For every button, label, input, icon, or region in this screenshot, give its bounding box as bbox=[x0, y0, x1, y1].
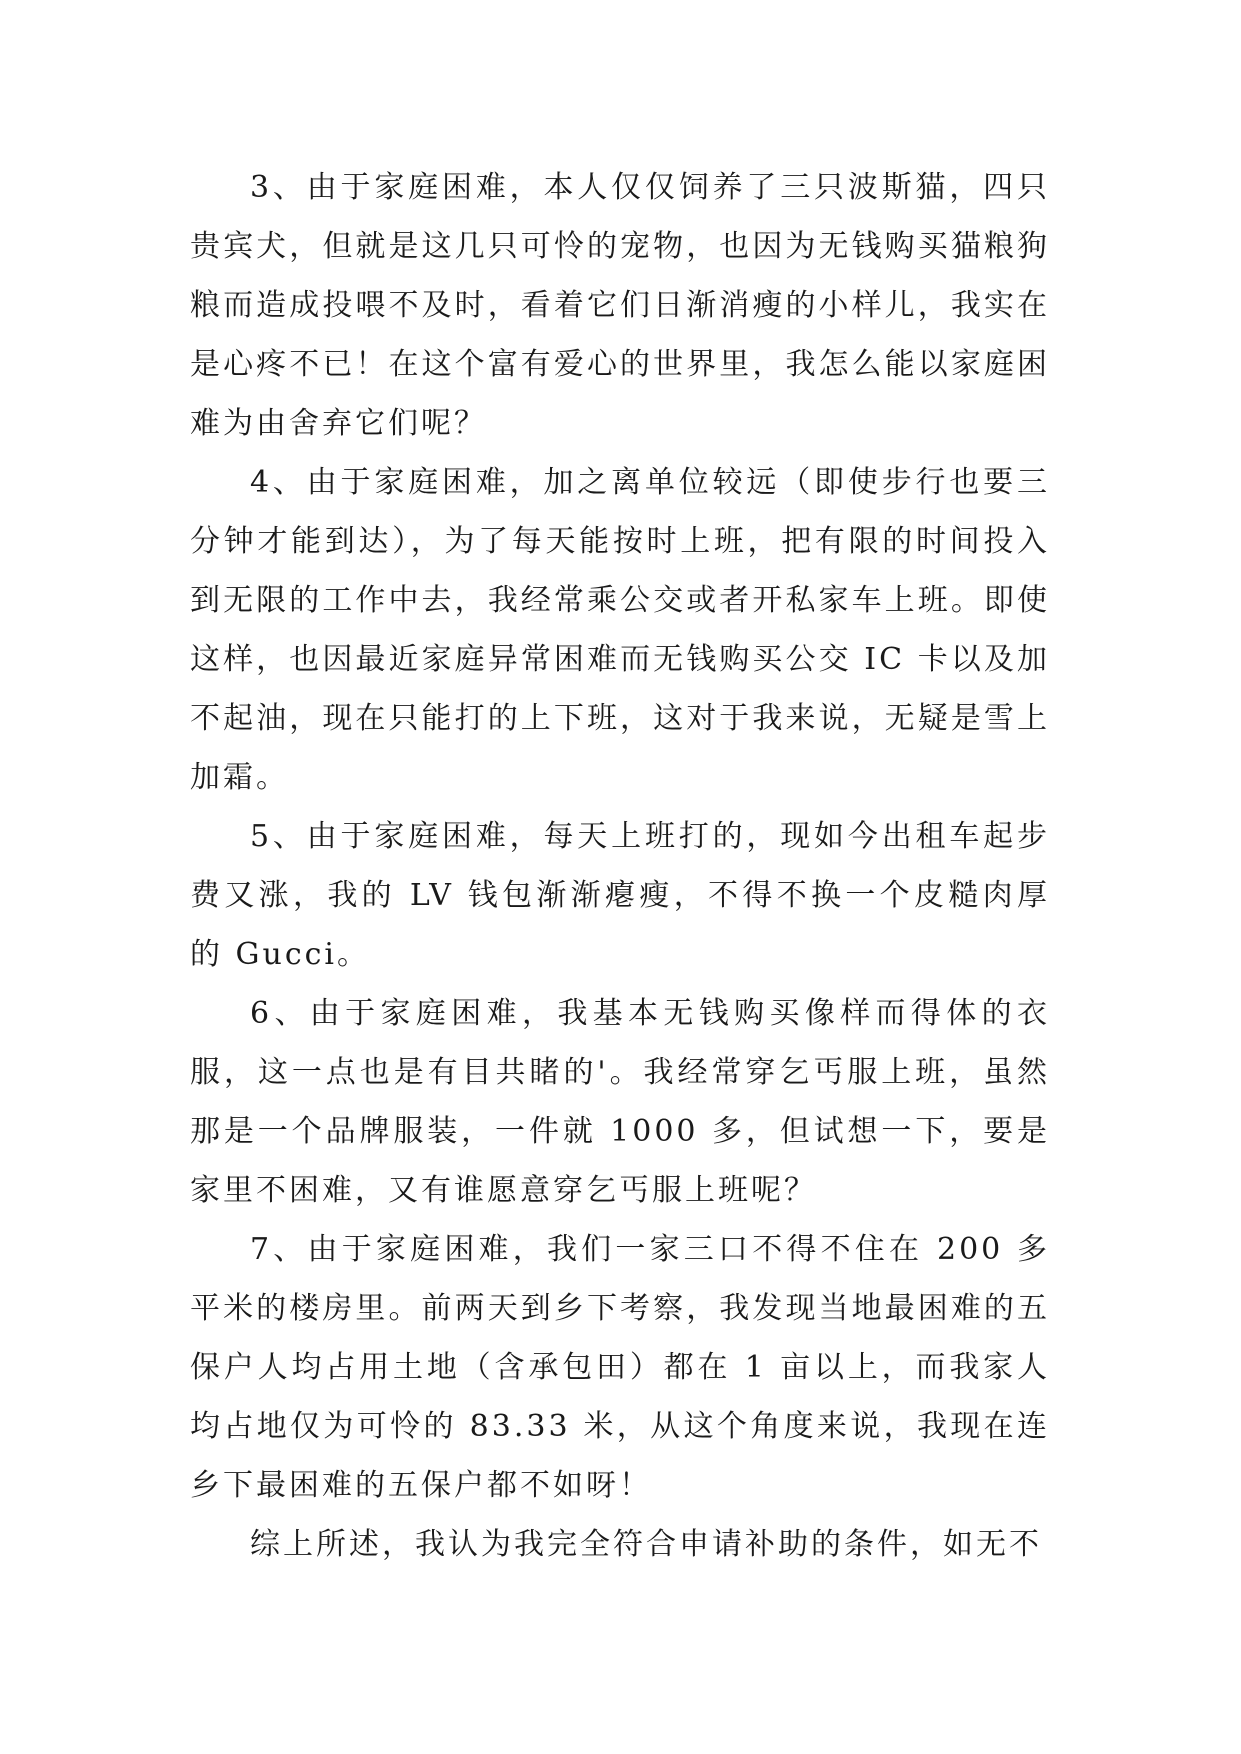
paragraph-item-4: 4、由于家庭困难，加之离单位较远（即使步行也要三分钟才能到达），为了每天能按时上班，把有限的时间投入到无限的工作中去，我经常乘公交或者开私家车上班。即使这样，也因最近家庭异常困难而无钱购买公交 IC 卡以及加不起油，现在只能打的上下班，这对于我来说，无疑是雪上加霜。 bbox=[190, 465, 1050, 795]
paragraph-summary: 综上所述，我认为我完全符合申请补助的条件，如无不 bbox=[250, 1527, 1042, 1562]
paragraph-item-6: 6、由于家庭困难，我基本无钱购买像样而得体的衣服，这一点也是有目共睹的'。我经常穿乞丐服上班，虽然那是一个品牌服装，一件就 1000 多，但试想一下，要是家里不困难，又有谁愿意穿乞丐服上班呢？ bbox=[190, 996, 1050, 1208]
document-body bbox=[190, 158, 1050, 1574]
paragraph-item-5: 5、由于家庭困难，每天上班打的，现如今出租车起步费又涨，我的 LV 钱包渐渐瘪瘦，不得不换一个皮糙肉厚的 Gucci。 bbox=[190, 819, 1050, 972]
paragraph-item-3: 3、由于家庭困难，本人仅仅饲养了三只波斯猫，四只贵宾犬，但就是这几只可怜的宠物，也因为无钱购买猫粮狗粮而造成投喂不及时，看着它们日渐消瘦的小样儿，我实在是心疼不已！在这个富有爱心的世界里，我怎么能以家庭困难为由舍弃它们呢？ bbox=[190, 170, 1050, 441]
paragraph-item-7: 7、由于家庭困难，我们一家三口不得不住在 200 多平米的楼房里。前两天到乡下考察，我发现当地最困难的五保户人均占用土地（含承包田）都在 1 亩以上，而我家人均占地仅为可怜的 83.33 米，从这个角度来说，我现在连乡下最困难的五保户都不如呀！ bbox=[190, 1232, 1050, 1503]
